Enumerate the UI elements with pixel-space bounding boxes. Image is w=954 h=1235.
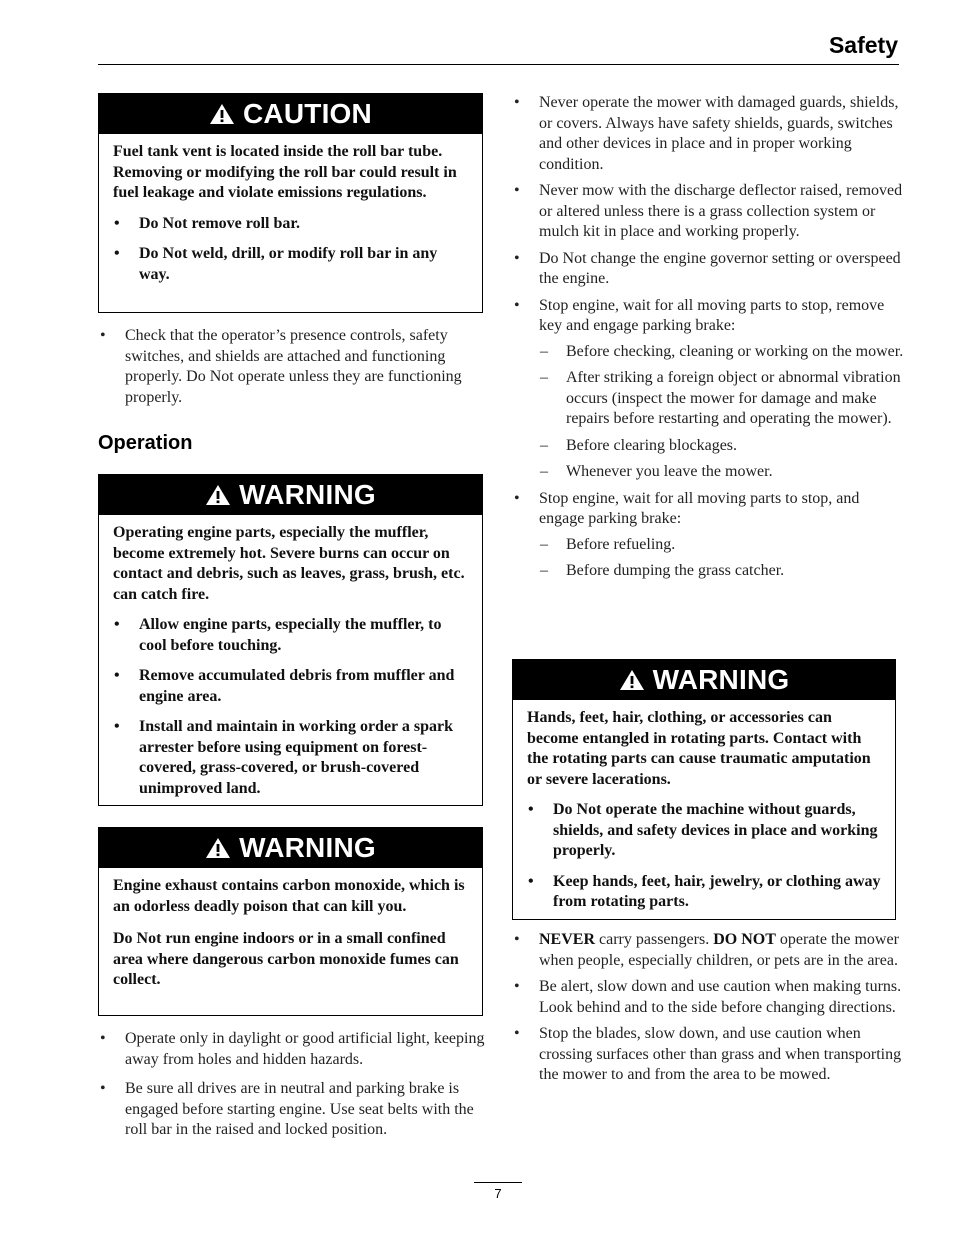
page-header-title: Safety: [828, 32, 898, 58]
warning-box-carbon-monoxide: [98, 827, 483, 1016]
right-bullet-list-2: [512, 930, 904, 1092]
sub-list-item: – Before checking, cleaning or working on the mower.: [539, 342, 904, 363]
warning-item: • Allow engine parts, especially the muffler, to cool before touching.: [113, 615, 468, 656]
alert-triangle-icon: [619, 669, 645, 691]
sub-list-item: – Before dumping the grass catcher.: [539, 561, 904, 582]
caution-title: CAUTION: [243, 98, 372, 129]
alert-triangle-icon: [205, 484, 231, 506]
emphasis-do-not: DO NOT: [713, 931, 776, 948]
list-item-text: carry passengers.: [595, 931, 714, 948]
warning-item: • Keep hands, feet, hair, jewelry, or clothing away from rotating parts.: [527, 872, 881, 913]
sub-list-item: – Before clearing blockages.: [539, 436, 904, 457]
list-item: • Operate only in daylight or good artificial light, keeping away from holes and hidden hazards.: [98, 1029, 490, 1070]
list-item: • Do Not change the engine governor setting or overspeed the engine.: [512, 249, 904, 290]
right-bullet-list-1: [512, 93, 904, 588]
warning-paragraph: Engine exhaust contains carbon monoxide, which is an odorless deadly poison that can kill you.: [113, 877, 465, 915]
warning-paragraph: Hands, feet, hair, clothing, or accessories can become entangled in rotating parts. Contact with the rotating parts can cause traumatic amputation or severe lacerations.: [527, 709, 871, 788]
sub-list-item: – Whenever you leave the mower.: [539, 462, 904, 483]
list-item: • Be alert, slow down and use caution when making turns. Look behind and to the side before changing directions.: [512, 977, 904, 1018]
caution-item: • Do Not remove roll bar.: [113, 214, 468, 235]
list-item: • Stop the blades, slow down, and use caution when crossing surfaces other than grass and when transporting the mower to and from the area to be mowed.: [512, 1024, 904, 1086]
sub-list-item: – After striking a foreign object or abnormal vibration occurs (inspect the mower for damage and make repairs before restarting and operating the mower).: [539, 368, 904, 430]
header-rule: [98, 64, 899, 65]
list-item-text: Stop engine, wait for all moving parts to stop, remove key and engage parking brake:: [539, 296, 885, 334]
list-item: [512, 930, 904, 971]
warning-item: • Remove accumulated debris from muffler and engine area.: [113, 666, 468, 707]
warning-header: [513, 660, 895, 700]
warning-paragraph: Operating engine parts, especially the muffler, become extremely hot. Severe burns can occur on contact and debris, such as leaves, grass, brush, etc. can catch fire.: [113, 524, 465, 603]
warning-item: • Do Not operate the machine without guards, shields, and safety devices in place and working properly.: [527, 800, 881, 862]
list-item: • Never operate the mower with damaged guards, shields, or covers. Always have safety shields, guards, switches and other devices in place and in proper working condition.: [512, 93, 904, 175]
footer-rule: [474, 1182, 522, 1183]
warning-header: [99, 828, 482, 868]
warning-title: WARNING: [239, 479, 376, 510]
list-item-text: Stop engine, wait for all moving parts to stop, and engage parking brake:: [539, 489, 860, 527]
warning-paragraph: Do Not run engine indoors or in a small confined area where dangerous carbon monoxide fumes can collect.: [113, 930, 459, 988]
section-heading-operation: Operation: [98, 432, 193, 454]
list-item: • Be sure all drives are in neutral and parking brake is engaged before starting engine. Use seat belts with the roll bar in the raised and locked position.: [98, 1079, 490, 1141]
list-item-text: operate the mower when people, especially children, or pets are in the area.: [539, 931, 899, 969]
warning-header: [99, 475, 482, 515]
caution-header: [99, 94, 482, 134]
warning-box-burns: [98, 474, 483, 806]
left-bullet-list-1: [98, 326, 490, 414]
sub-list-item: – Before refueling.: [539, 535, 904, 556]
warning-item: • Install and maintain in working order a spark arrester before using equipment on forest-covered, grass-covered, or brush-covered unimproved land.: [113, 717, 468, 799]
caution-box: [98, 93, 483, 313]
list-item: [512, 489, 904, 582]
warning-box-rotating-parts: [512, 659, 896, 920]
emphasis-never: NEVER: [539, 931, 596, 948]
caution-paragraph: Fuel tank vent is located inside the roll bar tube. Removing or modifying the roll bar could result in fuel leakage and violate emissions regulations.: [113, 143, 457, 201]
alert-triangle-icon: [209, 103, 235, 125]
warning-title: WARNING: [652, 664, 790, 695]
caution-item: • Do Not weld, drill, or modify roll bar in any way.: [113, 244, 468, 285]
list-item: • Never mow with the discharge deflector raised, removed or altered unless there is a grass collection system or mulch kit in place and working properly.: [512, 181, 904, 243]
warning-title: WARNING: [239, 832, 376, 863]
page-number: 7: [494, 1186, 502, 1201]
list-item: [512, 296, 904, 483]
alert-triangle-icon: [205, 837, 231, 859]
list-item: • Check that the operator’s presence controls, safety switches, and shields are attached and functioning properly. Do Not operate unless they are functioning properly.: [98, 326, 490, 408]
left-bullet-list-2: [98, 1029, 490, 1147]
